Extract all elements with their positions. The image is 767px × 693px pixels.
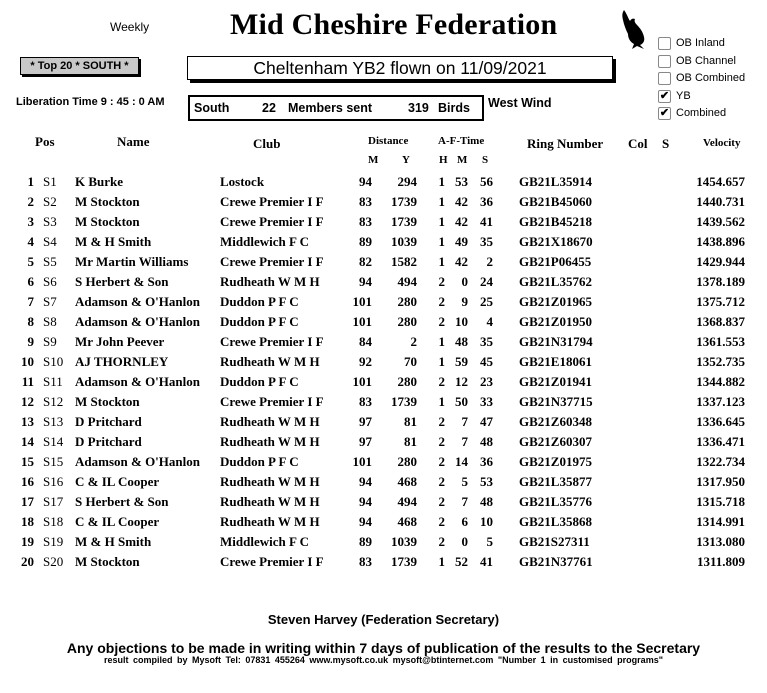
row-section-position: S4	[43, 234, 57, 249]
row-section-position: S10	[43, 354, 64, 369]
row-time-seconds: 35	[480, 234, 493, 249]
table-row	[0, 312, 767, 332]
row-time-minutes: 14	[455, 454, 468, 469]
liberation-time: Liberation Time 9 : 45 : 0 AM	[16, 96, 165, 108]
checkbox-yb[interactable]: ✔	[659, 89, 670, 102]
row-time-seconds: 48	[480, 494, 493, 509]
option-label: OB Inland	[676, 37, 725, 49]
row-section-position: S5	[43, 254, 57, 269]
row-ring-number: GB21Z01975	[519, 454, 592, 469]
row-position: 20	[21, 554, 34, 569]
table-row	[0, 472, 767, 492]
stats-birds-count: 319	[408, 101, 429, 115]
row-distance-yards: 1739	[391, 214, 417, 229]
row-velocity: 1322.734	[696, 454, 745, 469]
table-row	[0, 272, 767, 292]
row-section-position: S7	[43, 294, 57, 309]
row-position: 4	[27, 234, 34, 249]
table-row	[0, 492, 767, 512]
row-distance-miles: 94	[359, 514, 372, 529]
row-time-hours: 2	[438, 434, 445, 449]
results-table	[0, 172, 767, 572]
row-time-hours: 1	[438, 354, 445, 369]
row-position: 19	[21, 534, 34, 549]
stats-members-label: Members sent	[288, 101, 373, 115]
option-yb[interactable]	[658, 88, 745, 106]
row-time-hours: 2	[438, 374, 445, 389]
row-distance-yards: 294	[397, 174, 417, 189]
row-distance-yards: 468	[397, 474, 417, 489]
row-ring-number: GB21Z01950	[519, 314, 592, 329]
col-header-pos: Pos	[35, 134, 55, 149]
row-position: 12	[21, 394, 34, 409]
row-distance-miles: 89	[359, 234, 372, 249]
table-row	[0, 212, 767, 232]
row-club: Crewe Premier I F	[220, 254, 324, 269]
checkbox-ob-channel[interactable]	[658, 55, 671, 68]
stats-members-count: 22	[262, 101, 276, 115]
row-distance-yards: 1739	[391, 194, 417, 209]
stats-box	[188, 95, 484, 121]
objections-note: Any objections to be made in writing within 7 days of publication of the results to the Secretary	[66, 640, 701, 656]
pigeon-silhouette-icon	[618, 8, 648, 50]
row-name: Adamson & O'Hanlon	[75, 294, 200, 309]
row-distance-miles: 89	[359, 534, 372, 549]
row-section-position: S19	[43, 534, 64, 549]
row-time-minutes: 59	[455, 354, 468, 369]
row-section-position: S16	[43, 474, 64, 489]
row-time-minutes: 52	[455, 554, 468, 569]
row-name: S Herbert & Son	[75, 494, 169, 509]
row-section-position: S17	[43, 494, 64, 509]
row-club: Rudheath W M H	[220, 414, 320, 429]
row-velocity: 1313.080	[696, 534, 745, 549]
row-time-minutes: 5	[461, 474, 468, 489]
row-ring-number: GB21N37715	[519, 394, 593, 409]
row-section-position: S8	[43, 314, 57, 329]
row-distance-yards: 81	[404, 434, 417, 449]
row-club: Rudheath W M H	[220, 274, 320, 289]
row-time-minutes: 12	[455, 374, 468, 389]
row-name: K Burke	[75, 174, 124, 189]
row-velocity: 1368.837	[696, 314, 745, 329]
weekly-label: Weekly	[110, 20, 150, 34]
col-header-distance: Distance	[368, 135, 409, 147]
row-distance-yards: 280	[397, 314, 417, 329]
row-time-seconds: 5	[486, 534, 493, 549]
row-velocity: 1361.553	[696, 334, 745, 349]
row-distance-miles: 101	[352, 294, 372, 309]
option-label: OB Combined	[676, 72, 746, 84]
row-distance-miles: 82	[359, 254, 372, 269]
row-name: Adamson & O'Hanlon	[75, 314, 200, 329]
row-section-position: S9	[43, 334, 57, 349]
row-time-minutes: 42	[455, 214, 468, 229]
table-row	[0, 452, 767, 472]
checkbox-ob-combined[interactable]	[658, 72, 671, 85]
row-time-hours: 2	[438, 414, 445, 429]
row-distance-miles: 97	[359, 414, 372, 429]
col-header-col: Col	[628, 136, 648, 151]
row-distance-miles: 83	[359, 394, 372, 409]
row-time-seconds: 24	[480, 274, 493, 289]
compiled-by-line: result compiled by Mysoft Tel: 07831 455264 www.mysoft.co.uk mysoft@btinternet.com "Number 1 in customised programs"	[104, 655, 663, 665]
col-header-s: S	[662, 136, 670, 151]
row-distance-yards: 1582	[391, 254, 417, 269]
row-time-hours: 1	[438, 334, 445, 349]
row-ring-number: GB21Z60307	[519, 434, 592, 449]
row-section-position: S3	[43, 214, 57, 229]
row-distance-yards: 1039	[391, 234, 417, 249]
row-time-seconds: 56	[480, 174, 493, 189]
row-time-hours: 2	[438, 314, 445, 329]
row-time-seconds: 2	[486, 254, 493, 269]
row-time-hours: 2	[438, 494, 445, 509]
row-club: Duddon P F C	[220, 314, 299, 329]
row-time-minutes: 7	[461, 494, 468, 509]
row-position: 8	[27, 314, 34, 329]
row-club: Rudheath W M H	[220, 434, 320, 449]
row-time-minutes: 6	[461, 514, 468, 529]
row-time-hours: 2	[438, 274, 445, 289]
row-ring-number: GB21S27311	[519, 534, 590, 549]
row-club: Rudheath W M H	[220, 354, 320, 369]
row-section-position: S1	[43, 174, 57, 189]
table-row	[0, 432, 767, 452]
col-header-name: Name	[117, 134, 150, 149]
checkbox-combined[interactable]: ✔	[659, 107, 670, 119]
option-label: OB Channel	[676, 54, 736, 67]
race-title: Cheltenham YB2 flown on 11/09/2021	[187, 56, 613, 80]
row-time-hours: 1	[438, 254, 445, 269]
row-name: Mr Martin Williams	[75, 254, 189, 269]
row-club: Middlewich F C	[220, 534, 310, 549]
row-ring-number: GB21N31794	[519, 334, 593, 349]
row-velocity: 1454.657	[696, 174, 745, 189]
row-time-hours: 1	[438, 394, 445, 409]
row-position: 16	[21, 474, 34, 489]
row-time-seconds: 33	[480, 394, 493, 409]
row-velocity: 1352.735	[696, 354, 745, 369]
row-velocity: 1439.562	[696, 214, 745, 229]
row-velocity: 1429.944	[696, 254, 745, 269]
row-name: M Stockton	[75, 394, 140, 409]
row-position: 3	[27, 214, 34, 229]
row-distance-yards: 2	[410, 334, 417, 349]
row-distance-yards: 494	[397, 494, 417, 509]
row-distance-miles: 83	[359, 214, 372, 229]
row-time-seconds: 36	[480, 454, 493, 469]
row-club: Crewe Premier I F	[220, 214, 324, 229]
row-distance-yards: 280	[397, 374, 417, 389]
row-time-hours: 2	[438, 514, 445, 529]
row-position: 2	[27, 194, 34, 209]
row-time-minutes: 49	[455, 234, 468, 249]
row-ring-number: GB21Z01965	[519, 294, 592, 309]
row-ring-number: GB21L35776	[519, 494, 592, 509]
option-ob-inland[interactable]	[658, 35, 745, 53]
row-time-seconds: 4	[486, 314, 493, 329]
row-velocity: 1336.645	[696, 414, 745, 429]
row-time-seconds: 23	[480, 374, 493, 389]
row-distance-miles: 84	[359, 334, 372, 349]
col-header-time-m: M	[457, 154, 468, 166]
row-distance-miles: 97	[359, 434, 372, 449]
page-title: Mid Cheshire Federation	[230, 8, 558, 41]
row-time-hours: 1	[438, 234, 445, 249]
row-club: Duddon P F C	[220, 374, 299, 389]
row-distance-miles: 94	[359, 474, 372, 489]
options-panel	[658, 35, 745, 123]
row-distance-miles: 101	[352, 314, 372, 329]
row-distance-miles: 94	[359, 494, 372, 509]
row-time-minutes: 7	[461, 414, 468, 429]
row-position: 10	[21, 354, 34, 369]
row-section-position: S14	[43, 434, 64, 449]
row-time-seconds: 41	[480, 554, 493, 569]
row-time-seconds: 45	[480, 354, 493, 369]
row-velocity: 1314.991	[696, 514, 745, 529]
stats-birds-label: Birds	[438, 101, 470, 115]
row-position: 15	[21, 454, 34, 469]
row-club: Lostock	[220, 174, 265, 189]
table-row	[0, 372, 767, 392]
row-position: 1	[27, 174, 34, 189]
row-time-seconds: 48	[480, 434, 493, 449]
row-name: M Stockton	[75, 554, 140, 569]
row-time-hours: 2	[438, 294, 445, 309]
row-section-position: S18	[43, 514, 64, 529]
row-distance-yards: 468	[397, 514, 417, 529]
row-section-position: S15	[43, 454, 64, 469]
table-row	[0, 292, 767, 312]
row-time-minutes: 50	[455, 394, 468, 409]
table-row	[0, 252, 767, 272]
option-ob-channel[interactable]	[658, 53, 745, 71]
row-time-minutes: 0	[461, 274, 468, 289]
row-time-minutes: 48	[455, 334, 468, 349]
row-distance-miles: 83	[359, 194, 372, 209]
row-distance-miles: 101	[352, 374, 372, 389]
row-position: 6	[27, 274, 34, 289]
row-ring-number: GB21N37761	[519, 554, 593, 569]
row-time-minutes: 0	[461, 534, 468, 549]
row-position: 18	[21, 514, 34, 529]
row-name: M & H Smith	[75, 234, 152, 249]
row-name: D Pritchard	[75, 434, 142, 449]
row-club: Crewe Premier I F	[220, 194, 324, 209]
row-time-seconds: 41	[480, 214, 493, 229]
row-club: Duddon P F C	[220, 294, 299, 309]
row-velocity: 1337.123	[696, 394, 745, 409]
row-velocity: 1311.809	[696, 554, 745, 569]
table-row	[0, 552, 767, 572]
row-time-hours: 2	[438, 454, 445, 469]
row-velocity: 1440.731	[696, 194, 745, 209]
option-ob-combined[interactable]	[658, 70, 745, 88]
stats-section: South	[194, 101, 230, 115]
col-header-ring: Ring Number	[527, 136, 604, 151]
table-row	[0, 532, 767, 552]
row-ring-number: GB21B45060	[519, 194, 592, 209]
row-time-minutes: 7	[461, 434, 468, 449]
row-position: 5	[27, 254, 34, 269]
row-position: 17	[21, 494, 34, 509]
row-distance-yards: 81	[404, 414, 417, 429]
row-time-minutes: 53	[455, 174, 468, 189]
row-time-hours: 1	[438, 554, 445, 569]
row-name: Mr John Peever	[75, 334, 165, 349]
row-club: Crewe Premier I F	[220, 334, 324, 349]
row-ring-number: GB21L35914	[519, 174, 592, 189]
row-time-seconds: 10	[480, 514, 493, 529]
row-ring-number: GB21L35877	[519, 474, 592, 489]
row-distance-miles: 101	[352, 454, 372, 469]
col-header-time-s: S	[482, 154, 489, 166]
option-combined[interactable]	[658, 105, 745, 123]
row-velocity: 1378.189	[696, 274, 745, 289]
row-name: C & IL Cooper	[75, 514, 160, 529]
row-club: Rudheath W M H	[220, 514, 320, 529]
row-distance-yards: 280	[397, 294, 417, 309]
row-position: 9	[27, 334, 34, 349]
row-name: M & H Smith	[75, 534, 152, 549]
col-header-velocity: Velocity	[703, 137, 741, 149]
table-row	[0, 392, 767, 412]
col-header-club: Club	[253, 136, 281, 151]
row-time-minutes: 42	[455, 254, 468, 269]
row-club: Rudheath W M H	[220, 474, 320, 489]
row-time-minutes: 9	[461, 294, 468, 309]
row-velocity: 1375.712	[696, 294, 745, 309]
row-time-seconds: 53	[480, 474, 493, 489]
row-time-hours: 2	[438, 474, 445, 489]
row-section-position: S2	[43, 194, 57, 209]
row-position: 13	[21, 414, 34, 429]
row-name: AJ THORNLEY	[75, 354, 169, 369]
row-name: D Pritchard	[75, 414, 142, 429]
row-velocity: 1336.471	[696, 434, 745, 449]
row-time-hours: 1	[438, 194, 445, 209]
row-time-minutes: 42	[455, 194, 468, 209]
row-club: Middlewich F C	[220, 234, 310, 249]
row-ring-number: GB21L35762	[519, 274, 592, 289]
table-row	[0, 232, 767, 252]
row-position: 11	[21, 374, 34, 389]
table-row	[0, 412, 767, 432]
row-distance-yards: 1739	[391, 554, 417, 569]
row-ring-number: GB21Z01941	[519, 374, 592, 389]
row-distance-yards: 280	[397, 454, 417, 469]
row-name: C & IL Cooper	[75, 474, 160, 489]
row-velocity: 1315.718	[696, 494, 745, 509]
row-club: Crewe Premier I F	[220, 554, 324, 569]
row-velocity: 1344.882	[696, 374, 745, 389]
table-row	[0, 352, 767, 372]
row-section-position: S11	[43, 374, 63, 389]
row-distance-yards: 70	[404, 354, 417, 369]
row-section-position: S12	[43, 394, 64, 409]
wind-label: West Wind	[488, 96, 552, 110]
row-ring-number: GB21E18061	[519, 354, 592, 369]
row-distance-yards: 494	[397, 274, 417, 289]
row-ring-number: GB21B45218	[519, 214, 592, 229]
row-distance-miles: 94	[359, 274, 372, 289]
row-club: Rudheath W M H	[220, 494, 320, 509]
row-name: Adamson & O'Hanlon	[75, 454, 200, 469]
row-position: 7	[27, 294, 34, 309]
row-time-seconds: 25	[480, 294, 493, 309]
row-ring-number: GB21X18670	[519, 234, 593, 249]
row-position: 14	[21, 434, 34, 449]
row-time-seconds: 35	[480, 334, 493, 349]
table-row	[0, 172, 767, 192]
row-time-seconds: 47	[480, 414, 493, 429]
row-club: Duddon P F C	[220, 454, 299, 469]
row-velocity: 1438.896	[696, 234, 745, 249]
row-time-minutes: 10	[455, 314, 468, 329]
option-label: Combined	[676, 107, 727, 119]
row-section-position: S13	[43, 414, 64, 429]
row-ring-number: GB21P06455	[519, 254, 592, 269]
row-distance-miles: 94	[359, 174, 372, 189]
col-header-time-h: H	[439, 154, 448, 166]
checkbox-ob-inland[interactable]	[658, 37, 671, 50]
row-name: S Herbert & Son	[75, 274, 169, 289]
col-header-dist-y: Y	[402, 154, 410, 166]
table-row	[0, 192, 767, 212]
table-row	[0, 332, 767, 352]
row-time-hours: 1	[438, 214, 445, 229]
row-name: M Stockton	[75, 214, 140, 229]
row-distance-yards: 1039	[391, 534, 417, 549]
row-distance-yards: 1739	[391, 394, 417, 409]
row-ring-number: GB21Z60348	[519, 414, 592, 429]
row-distance-miles: 92	[359, 354, 372, 369]
col-header-dist-m: M	[368, 154, 379, 166]
col-header-aftime: A-F-Time	[438, 135, 485, 147]
row-time-hours: 2	[438, 534, 445, 549]
row-section-position: S20	[43, 554, 64, 569]
option-label: YB	[676, 89, 691, 102]
row-velocity: 1317.950	[696, 474, 745, 489]
secretary-line: Steven Harvey (Federation Secretary)	[267, 612, 500, 627]
table-row	[0, 512, 767, 532]
row-distance-miles: 83	[359, 554, 372, 569]
row-section-position: S6	[43, 274, 57, 289]
row-name: Adamson & O'Hanlon	[75, 374, 200, 389]
row-name: M Stockton	[75, 194, 140, 209]
row-time-hours: 1	[438, 174, 445, 189]
row-time-seconds: 36	[480, 194, 493, 209]
row-club: Crewe Premier I F	[220, 394, 324, 409]
row-ring-number: GB21L35868	[519, 514, 592, 529]
section-badge: * Top 20 * SOUTH *	[20, 57, 139, 75]
